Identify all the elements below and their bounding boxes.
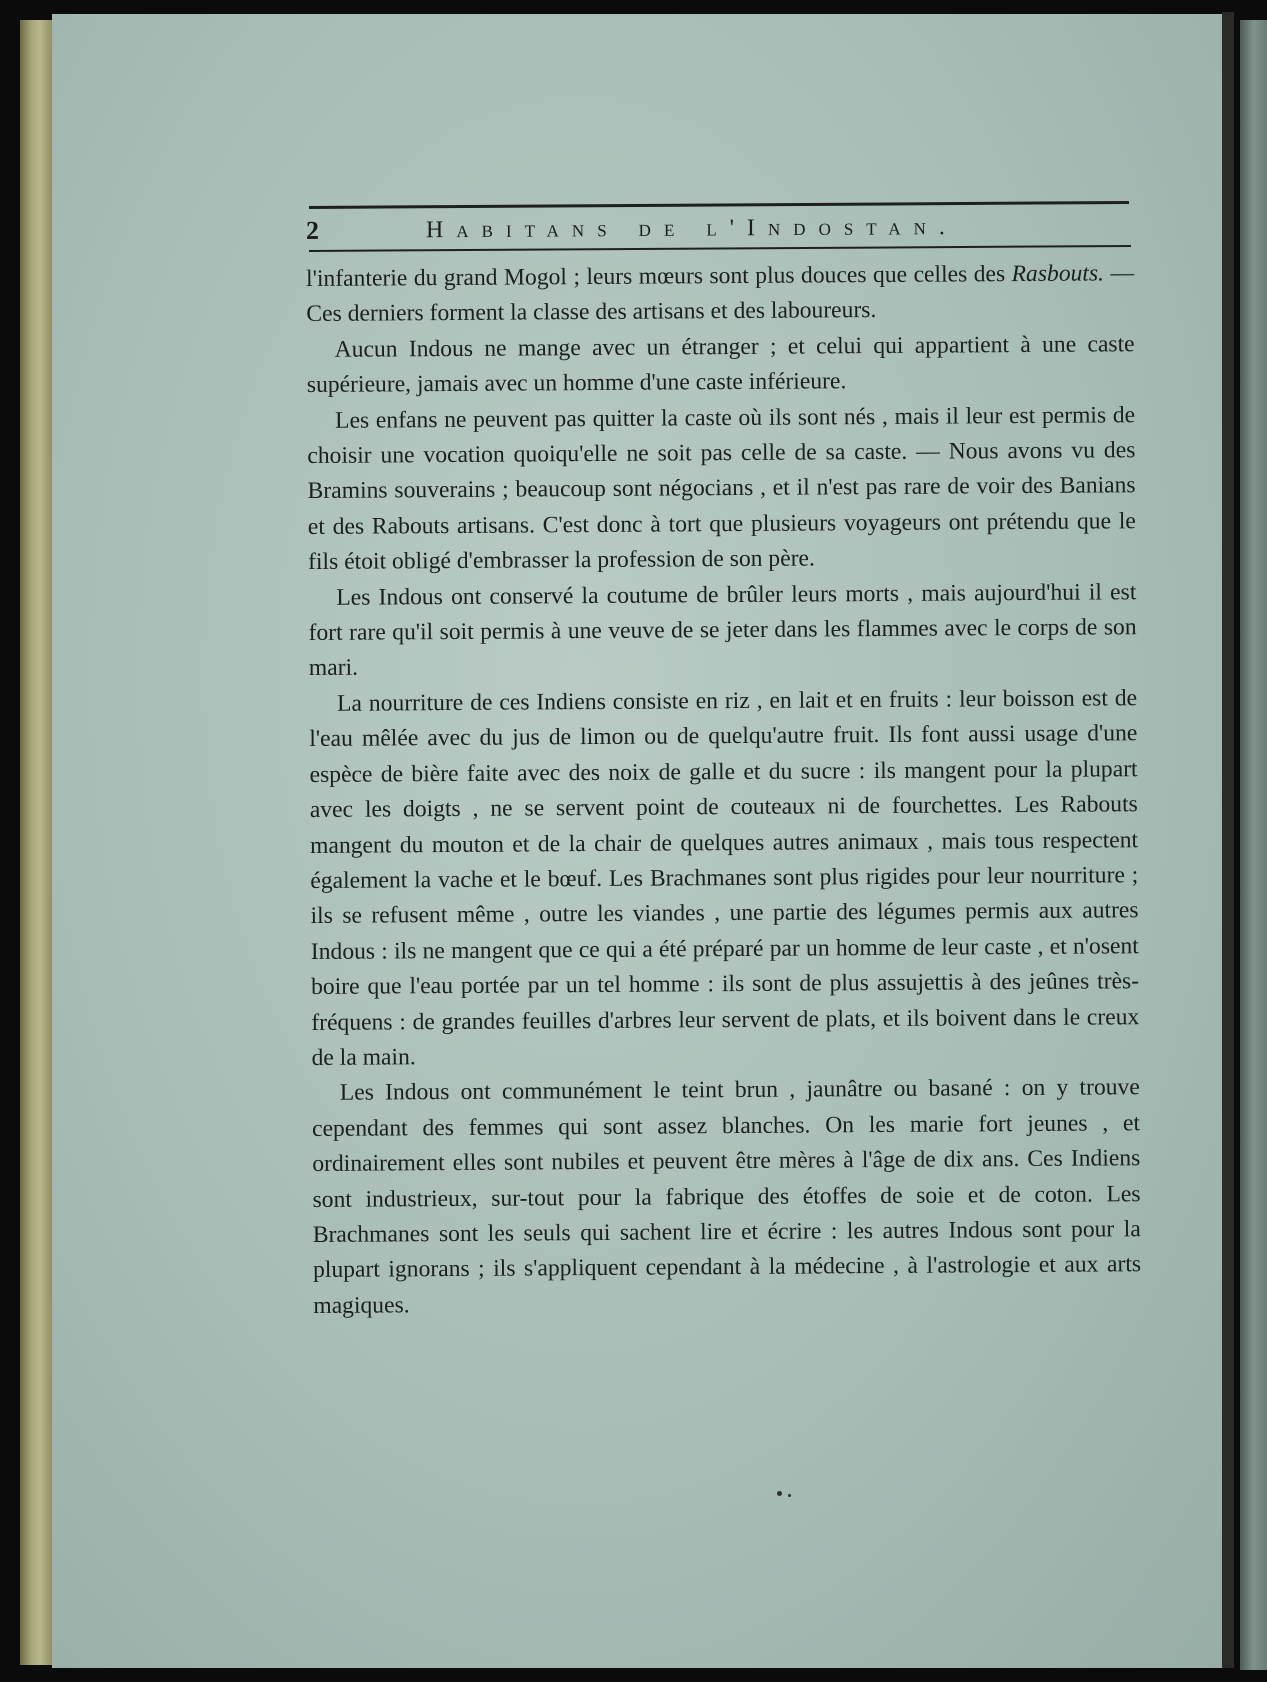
book-gutter-shadow xyxy=(1222,12,1234,1668)
body-text xyxy=(306,256,1141,1324)
paragraph-3: Les enfans ne peuvent pas quitter la caste où ils sont nés , mais il leur est permis de choisir une vocation quoiqu'elle ne soit pas celle de sa caste. — Nous avons vu des Bramins souverains ; beaucoup sont négocians , et il n'est pas rare de voir des Banians et des Rabouts artisans. C'est donc à tort que plusieurs voyageurs ont prétendu que le fils étoit obligé d'embrasser la profession de son père. xyxy=(307,401,1136,576)
paragraph-1-emphasis: Rasbouts. xyxy=(1011,260,1105,288)
facing-page-edge xyxy=(1240,20,1267,1670)
running-head xyxy=(306,211,1126,250)
paragraph-6: Les Indous ont communément le teint brun , jaunâtre ou basané : on y trouve cependant des femmes qui sont assez blanches. On les marie fort jeunes , et ordinairement elles sont nubiles et peuvent être mères à l'âge de dix ans. Ces Indiens sont industrieux, sur-tout pour la fabrique des étoffes de soie et de coton. Les Brachmanes sont les seuls qui sachent lire et écrire : les autres Indous sont pour la plupart ignorans ; ils s'appliquent cependant à la médecine , à l'astrologie et aux arts magiques. xyxy=(311,1074,1142,1319)
paragraph-5: La nourriture de ces Indiens consiste en riz , en lait et en fruits : leur boisson est de l'eau mêlée avec du jus de limon ou de quelqu'autre fruit. Ils font aussi usage d'une espèce de bière faite avec des noix de galle et du sucre : ils mangent pour la plupart avec les doigts , ne se servent point de couteaux ni de fourchettes. Les Rabouts mangent du mouton et de la chair de quelques autres animaux , mais tous respectent également la vache et le bœuf. Les Brachmanes sont plus rigides pour leur nourriture ; ils se refusent même , outre les viandes , une partie des légumes permis aux autres Indous : ils ne mangent que ce qui a été préparé par un homme de leur caste , et n'osent boire que l'eau portée par un tel homme : ils sont de plus assujettis à des jeûnes très-fréquens : de grandes feuilles d'arbres leur servent de plats, et ils boivent dans le creux de la main. xyxy=(309,685,1140,1071)
paragraph-1 xyxy=(306,256,1134,333)
paper-speck xyxy=(788,1494,791,1497)
page-number: 2 xyxy=(305,215,320,245)
paragraph-1-text-before: l'infanterie du grand Mogol ; leurs mœurs sont plus douces que celles des xyxy=(306,261,1012,292)
paragraph-2: Aucun Indous ne mange avec un étranger ; et celui qui appartient à une caste supérieure, jamais avec un homme d'une caste inférieure. xyxy=(306,331,1135,399)
running-head-title: Habitans de l'Indostan. xyxy=(425,214,958,244)
paragraph-1-text-after: — Ces derniers forment la classe des artisans et des laboureurs. xyxy=(306,260,1135,328)
paper-speck xyxy=(777,1491,782,1496)
paragraph-4: Les Indous ont conservé la coutume de brûler leurs morts , mais aujourd'hui il est fort rare qu'il soit permis à une veuve de se jeter dans les flammes avec le corps de son mari. xyxy=(308,578,1137,682)
book-fore-edge xyxy=(20,20,53,1665)
